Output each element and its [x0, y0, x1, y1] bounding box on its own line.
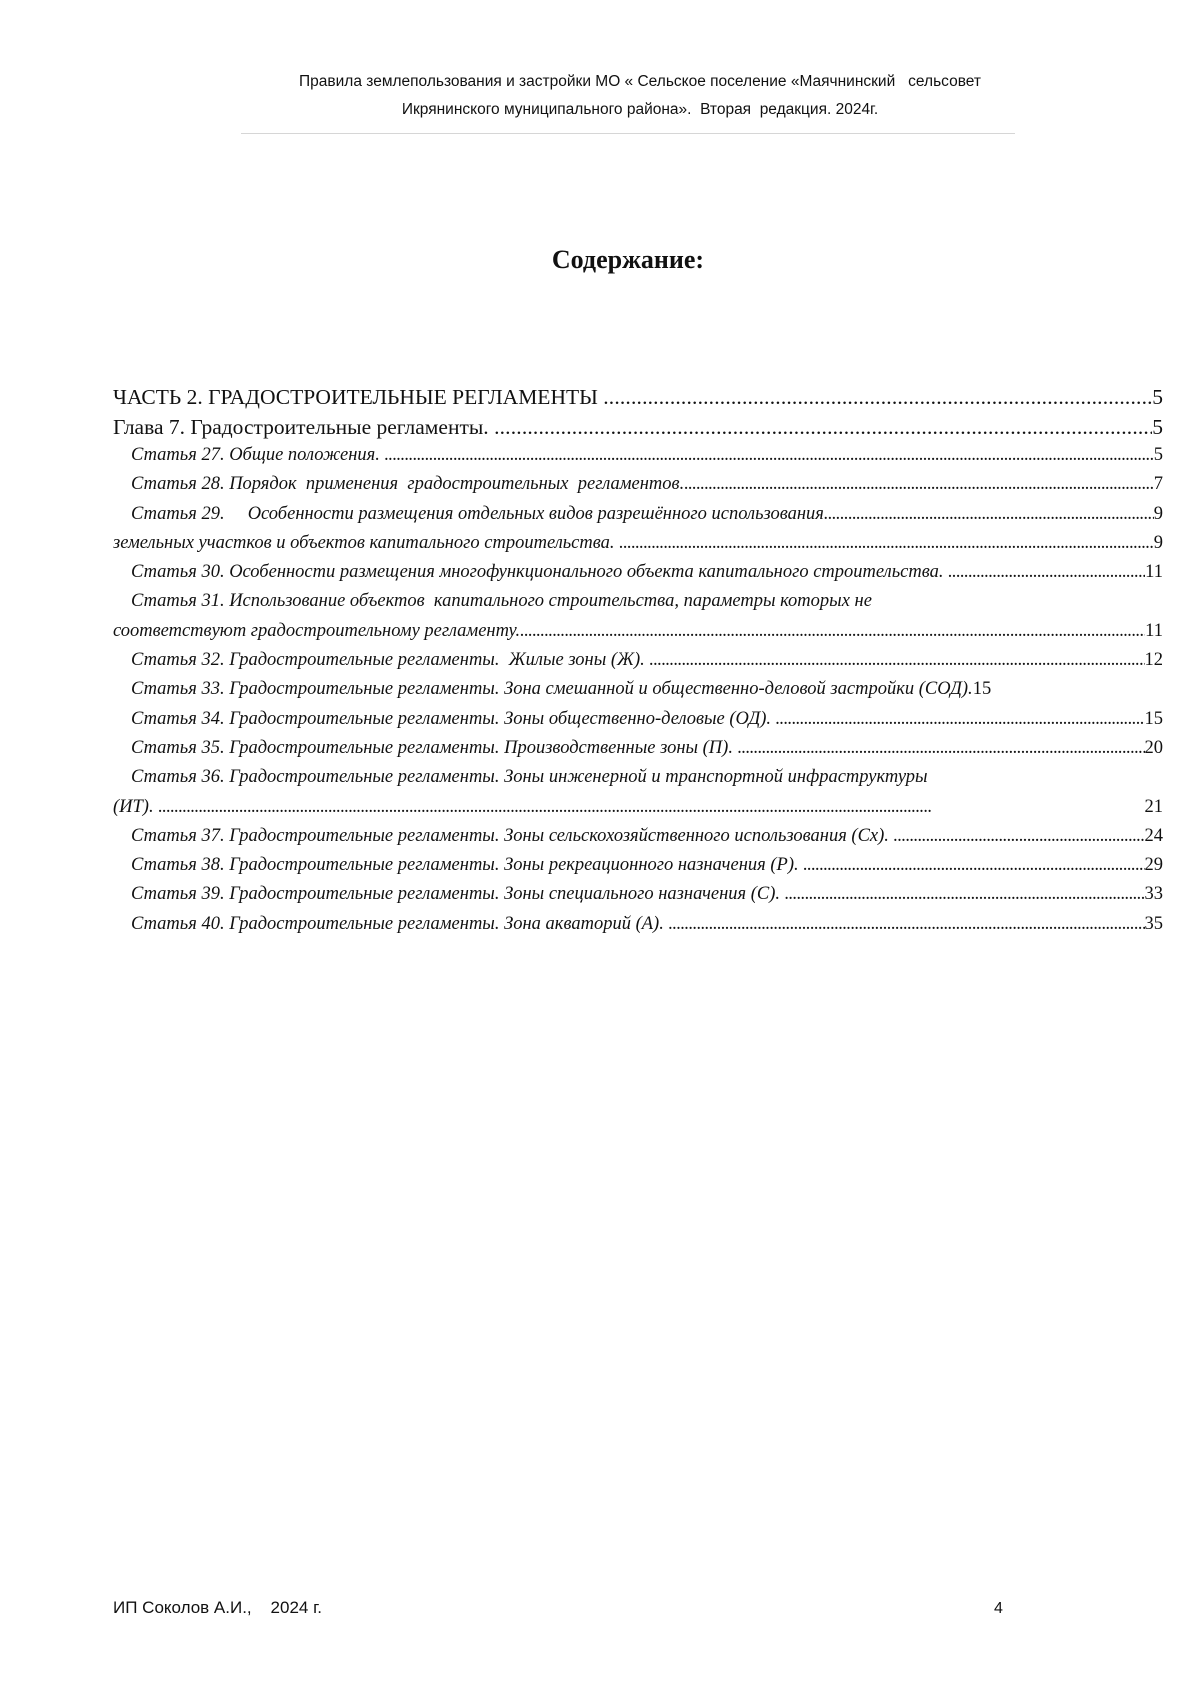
- toc-entry-page: 9: [1153, 532, 1163, 553]
- toc-entry-page: 5: [1152, 385, 1163, 409]
- toc-entry-text: Глава 7. Градостроительные регламенты.: [113, 415, 495, 439]
- toc-entry-text: Статья 27. Общие положения.: [131, 445, 385, 465]
- page-number: 4: [994, 1600, 1003, 1617]
- header-divider: [241, 133, 1015, 134]
- toc-entry-article-36-cont[interactable]: [113, 797, 1163, 826]
- toc-entry-text: Статья 39. Градостроительные регламенты. Зоны специального назначения (С).: [131, 884, 785, 905]
- toc-entry-article-32[interactable]: [113, 650, 1163, 679]
- toc-entry-text: Статья 30. Особенности размещения многофункционального объекта капитального строительства.: [131, 562, 949, 583]
- toc-dot-leader: [668, 914, 1144, 935]
- toc-entry-text: Статья 34. Градостроительные регламенты. Зоны общественно-деловые (ОД).: [131, 708, 776, 729]
- toc-entry-text: Статья 31. Использование объектов капитального строительства, параметры которых не: [131, 591, 872, 612]
- toc-entry-article-39[interactable]: [113, 884, 1163, 913]
- toc-entry-text: Статья 40. Градостроительные регламенты. Зона акваторий (А).: [131, 913, 669, 934]
- toc-entry-article-31[interactable]: [113, 591, 1163, 620]
- toc-entry-page: 7: [1153, 474, 1163, 495]
- toc-entry-page: 20: [1144, 737, 1163, 758]
- toc-entry-page: 9: [1153, 503, 1163, 524]
- toc-entry-page: 15: [1144, 708, 1163, 729]
- toc-entry-article-28[interactable]: [113, 474, 1163, 503]
- header-line-1: Правила землепользования и застройки МО « Сельское поселение «Маячнинский сельсовет: [299, 73, 981, 90]
- toc-entry-article-31-cont[interactable]: [113, 621, 1163, 650]
- toc-dot-leader: [384, 445, 1153, 466]
- toc-dot-leader: [649, 650, 1144, 671]
- toc-entry-text: Статья 38. Градостроительные регламенты. Зоны рекреационного назначения (Р).: [131, 855, 804, 876]
- toc-entry-part-2[interactable]: [113, 385, 1163, 415]
- toc-entry-page: 11: [1145, 620, 1163, 641]
- toc-entry-page: 11: [1145, 562, 1163, 583]
- toc-entry-article-36[interactable]: [113, 767, 1163, 796]
- toc-entry-page: 12: [1144, 650, 1163, 671]
- toc-dot-leader: [619, 533, 1154, 554]
- toc-entry-text: земельных участков и объектов капитального строительства.: [113, 532, 620, 553]
- toc-entry-text: Статья 35. Градостроительные регламенты. Производственные зоны (П).: [131, 737, 738, 758]
- toc-entry-text: Статья 29. Особенности размещения отдельных видов разрешённого использования: [131, 503, 824, 524]
- page-header: [0, 68, 1200, 124]
- table-of-contents: [113, 385, 1163, 943]
- toc-dot-leader: [603, 385, 1152, 410]
- toc-entry-article-29-cont[interactable]: [113, 533, 1163, 562]
- toc-entry-page: 21: [1144, 796, 1163, 817]
- toc-entry-page: 35: [1144, 913, 1163, 934]
- toc-entry-article-34[interactable]: [113, 709, 1163, 738]
- toc-dot-leader: [494, 415, 1152, 440]
- toc-entry-article-27[interactable]: [113, 445, 1163, 474]
- toc-dot-leader: [158, 797, 1144, 818]
- toc-entry-text: ЧАСТЬ 2. ГРАДОСТРОИТЕЛЬНЫЕ РЕГЛАМЕНТЫ: [113, 385, 604, 409]
- toc-dot-leader: [785, 884, 1145, 905]
- toc-entry-page: 29: [1144, 855, 1163, 876]
- toc-dot-leader: [803, 855, 1144, 876]
- footer-author: ИП Соколов А.И., 2024 г.: [113, 1598, 322, 1617]
- toc-dot-leader: [738, 738, 1145, 759]
- toc-entry-page: 15: [972, 679, 992, 700]
- toc-entry-page: 5: [1153, 445, 1163, 465]
- toc-entry-article-37[interactable]: [113, 826, 1163, 855]
- toc-dot-leader: [894, 826, 1145, 847]
- toc-entry-text: Статья 36. Градостроительные регламенты. Зоны инженерной и транспортной инфраструктуры: [131, 767, 928, 788]
- toc-dot-leader: [520, 621, 1145, 642]
- toc-entry-text: Статья 28. Порядок применения градостроительных регламентов.: [131, 474, 685, 495]
- header-line-2: Икрянинского муниципального района». Вторая редакция. 2024г.: [401, 101, 879, 118]
- toc-entry-chapter-7[interactable]: [113, 415, 1163, 445]
- toc-entry-article-40[interactable]: [113, 914, 1163, 943]
- toc-entry-article-29[interactable]: [113, 504, 1163, 533]
- toc-entry-text: Статья 37. Градостроительные регламенты. Зоны сельскохозяйственного использования (Сх).: [131, 825, 894, 846]
- toc-entry-text: соответствуют градостроительному регламенту.: [113, 620, 521, 641]
- toc-dot-leader: [684, 474, 1154, 495]
- toc-title: Содержание:: [551, 245, 705, 274]
- toc-entry-text: (ИТ).: [113, 796, 159, 817]
- toc-entry-article-38[interactable]: [113, 855, 1163, 884]
- toc-entry-text: Статья 33. Градостроительные регламенты. Зона смешанной и общественно-деловой застройки (СОД).: [131, 679, 973, 700]
- toc-entry-page: 5: [1152, 415, 1163, 439]
- toc-entry-article-35[interactable]: [113, 738, 1163, 767]
- toc-dot-leader: [948, 562, 1145, 583]
- toc-dot-leader: [824, 504, 1154, 525]
- toc-entry-text: Статья 32. Градостроительные регламенты. Жилые зоны (Ж).: [131, 650, 650, 671]
- toc-entry-article-33[interactable]: [113, 679, 1163, 708]
- toc-entry-page: 33: [1144, 884, 1163, 905]
- toc-dot-leader: [776, 709, 1145, 730]
- toc-entry-article-30[interactable]: [113, 562, 1163, 591]
- toc-entry-page: 24: [1144, 825, 1163, 846]
